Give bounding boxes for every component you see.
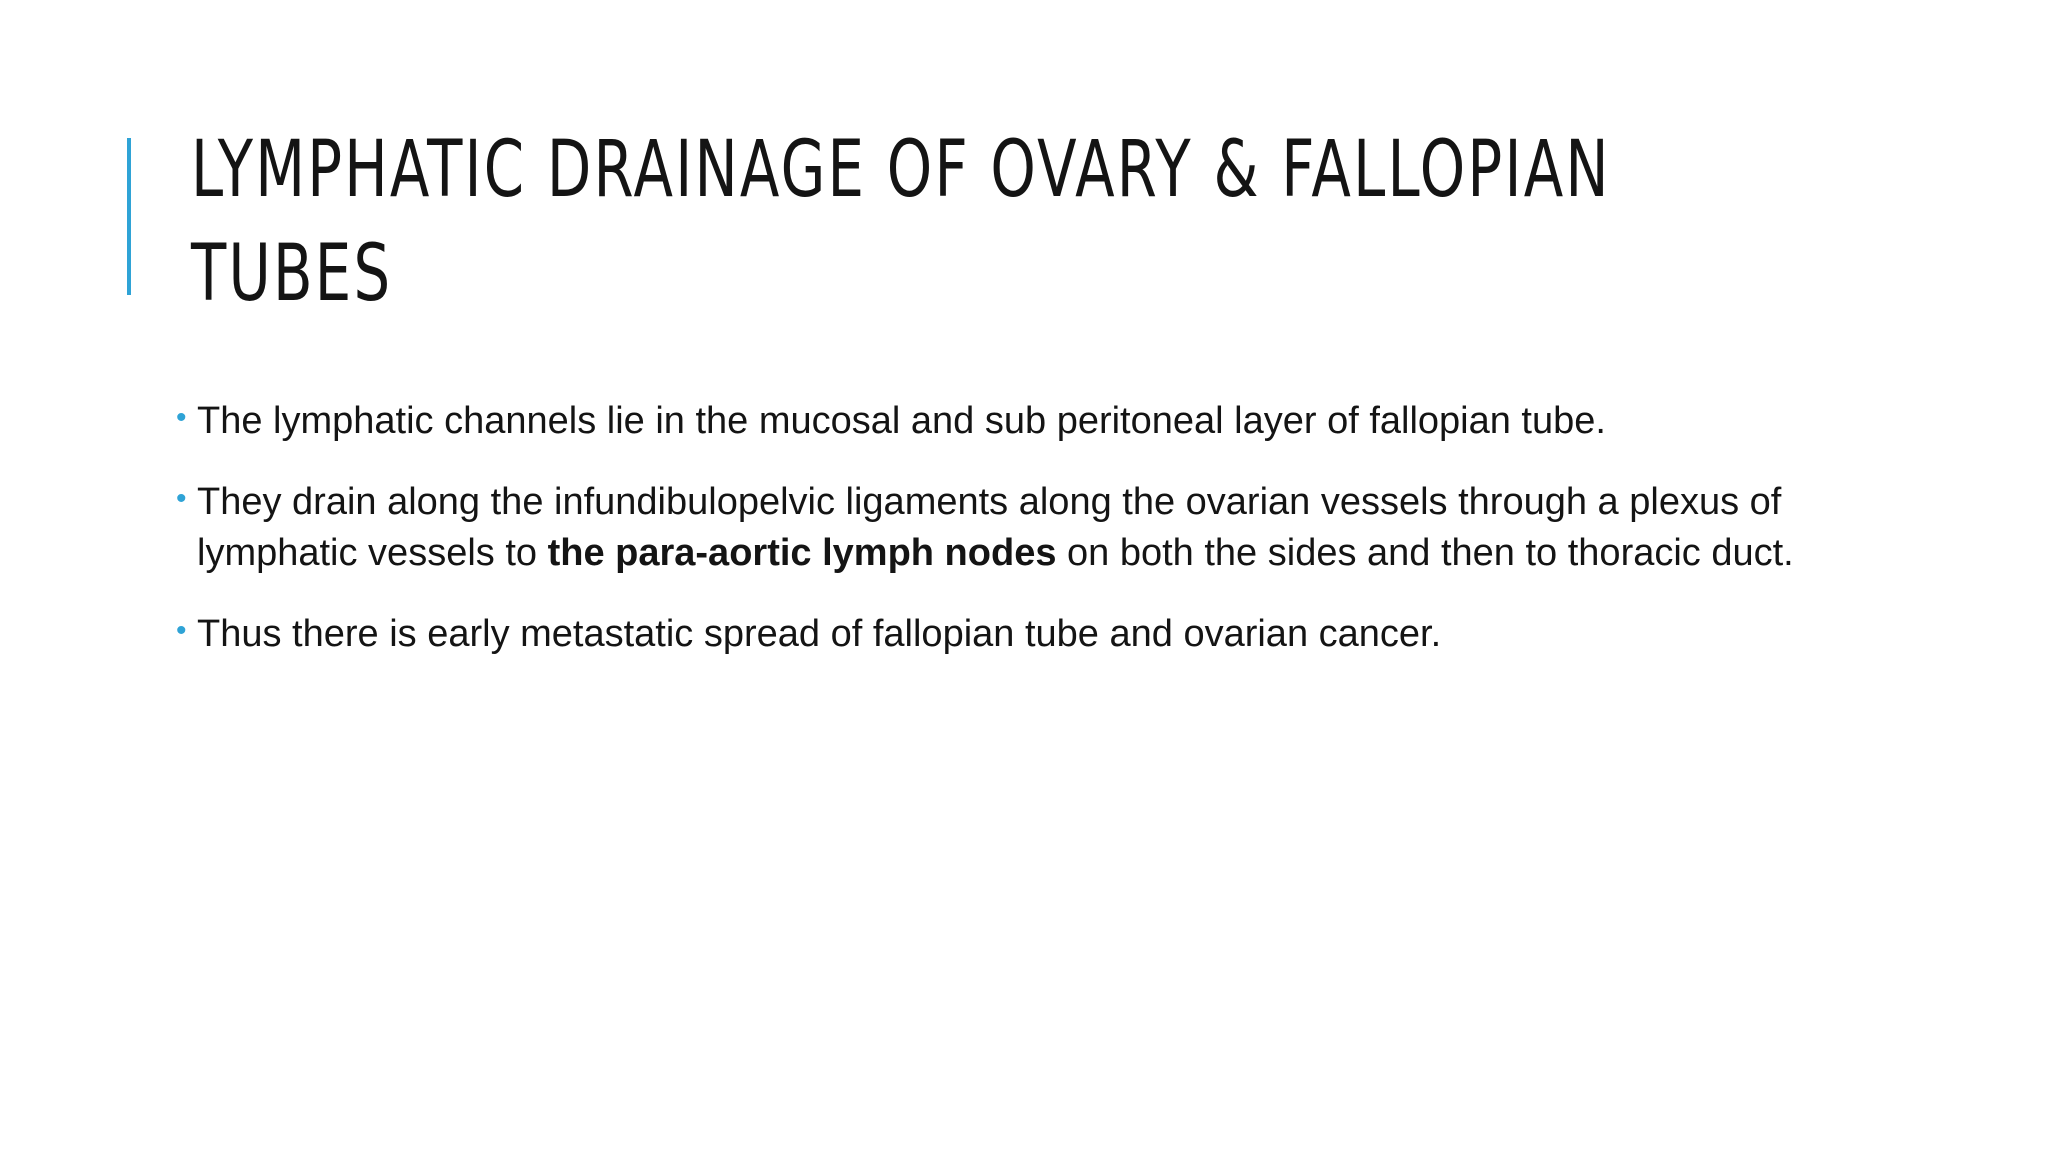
bullet-text-3: Thus there is early metastatic spread of fallopian tube and ovarian cancer. [197,613,1442,655]
slide-title-line-1: LYMPHATIC DRAINAGE OF OVARY & FALLOPIAN [191,125,1611,215]
bullet-item-1 [176,396,1820,447]
bullet-list [176,396,1820,690]
bullet-text-1: The lymphatic channels lie in the mucosal and sub peritoneal layer of fallopian tube. [197,400,1606,442]
title-accent-bar [127,138,131,295]
bullet-item-3 [176,609,1820,660]
slide-title-line-2: TUBES [191,229,393,319]
bullet-text-2-emphasis: the para-aortic lymph nodes [547,532,1057,574]
bullet-dot-icon: • [176,614,187,647]
bullet-dot-icon: • [176,482,187,515]
bullet-text-2-end: on both the sides and then to thoracic duct. [1056,532,1794,574]
bullet-dot-icon: • [176,401,187,434]
bullet-text-2-start: They drain along the infundibulopelvic ligaments along the ovarian vessels through a plexus of lymphatic vessels to [197,481,1782,574]
slide-title [191,118,1611,326]
bullet-item-2 [176,477,1820,579]
